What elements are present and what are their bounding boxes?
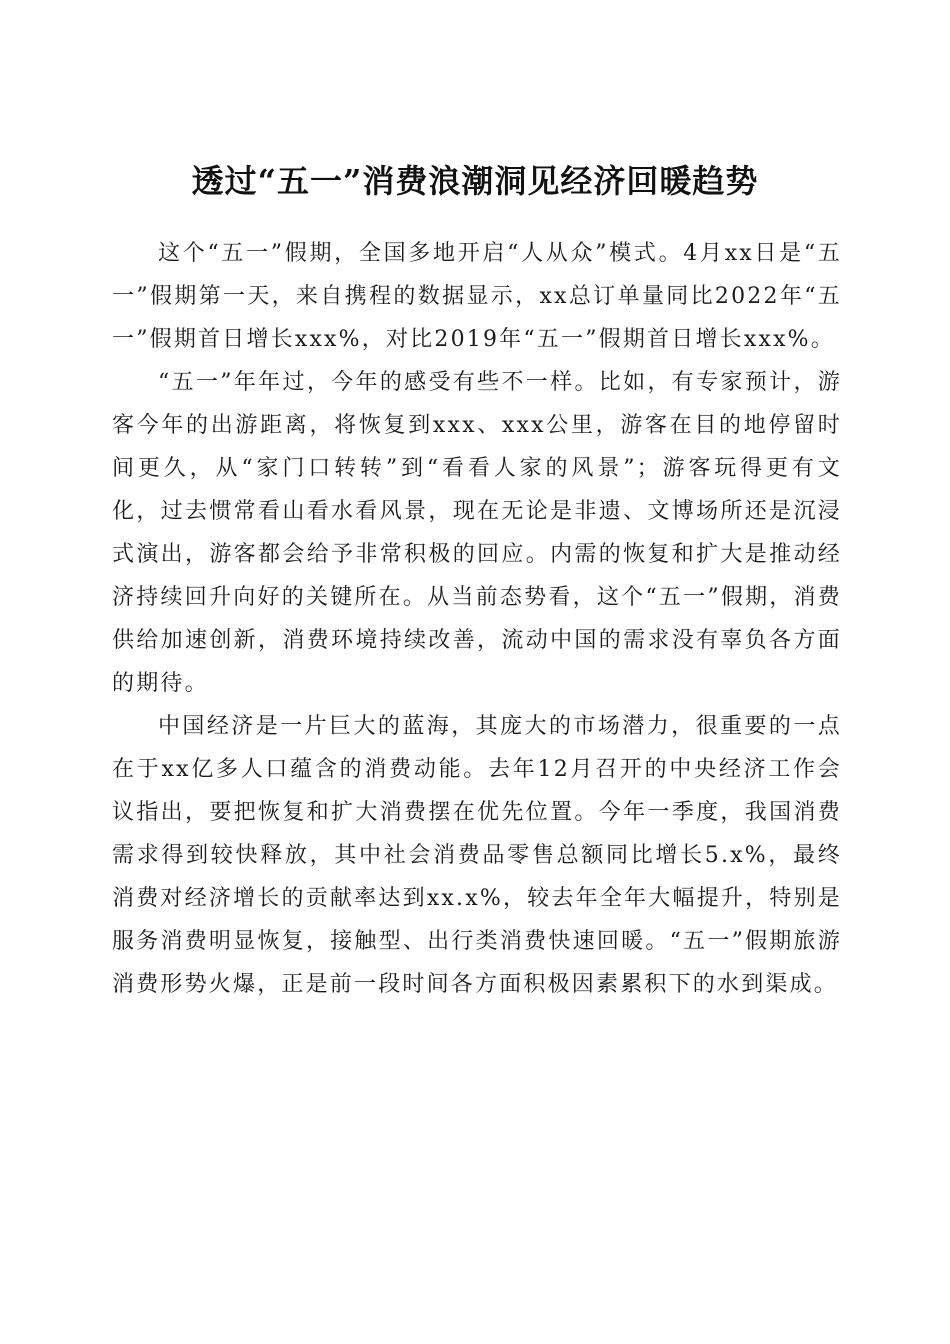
- paragraph-3: 中国经济是一片巨大的蓝海，其庞大的市场潜力，很重要的一点在于xx亿多人口蕴含的消费动能。去年12月召开的中央经济工作会议指出，要把恢复和扩大消费摆在优先位置。今年一季度，我国消费需求得到较快释放，其中社会消费品零售总额同比增长5.x%，最终消费对经济增长的贡献率达到xx.x%，较去年全年大幅提升，特别是服务消费明显恢复，接触型、出行类消费快速回暖。“五一”假期旅游消费形势火爆，正是前一段时间各方面积极因素累积下的水到渠成。: [112, 714, 842, 997]
- document-body: [112, 232, 842, 1006]
- paragraph-1: 这个“五一”假期，全国多地开启“人从众”模式。4月xx日是“五一”假期第一天，来自携程的数据显示，xx总订单量同比2022年“五一”假期首日增长xxx%，对比2019年“五一”假期首日增长xxx%。: [112, 241, 842, 352]
- paragraph-2: “五一”年年过，今年的感受有些不一样。比如，有专家预计，游客今年的出游距离，将恢复到xxx、xxx公里，游客在目的地停留时间更久，从“家门口转转”到“看看人家的风景”；游客玩得更有文化，过去惯常看山看水看风景，现在无论是非遗、文博场所还是沉浸式演出，游客都会给予非常积极的回应。内需的恢复和扩大是推动经济持续回升向好的关键所在。从当前态势看，这个“五一”假期，消费供给加速创新，消费环境持续改善，流动中国的需求没有辜负各方面的期待。: [112, 370, 842, 696]
- document-title: 透过“五一”消费浪潮洞见经济回暖趋势: [191, 162, 759, 201]
